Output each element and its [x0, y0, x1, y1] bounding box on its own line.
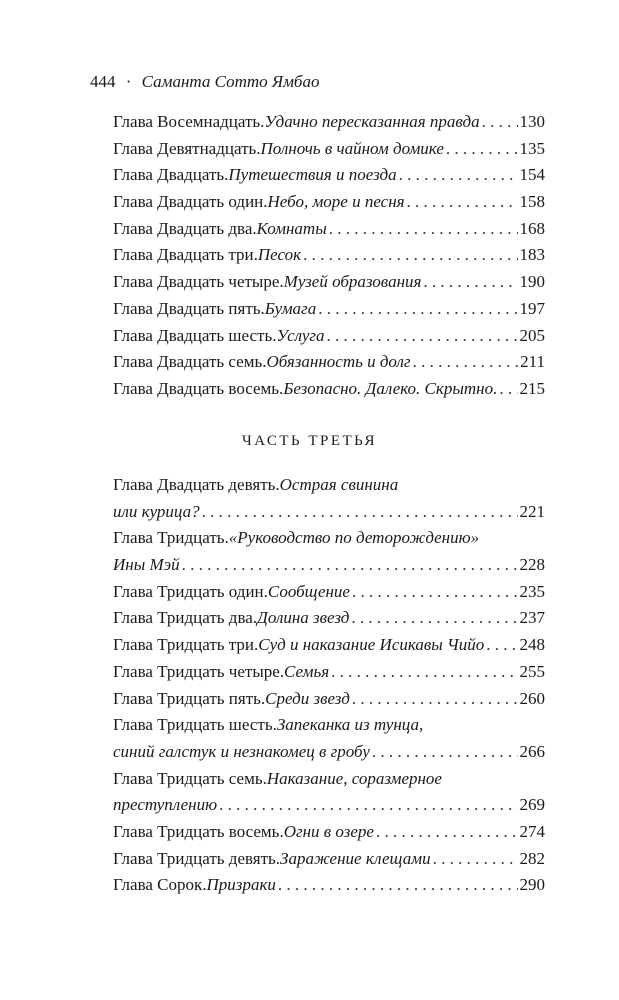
chapter-label: Глава Двадцать три.	[113, 245, 258, 265]
chapter-label: Глава Тридцать девять.	[113, 848, 281, 868]
toc-entry	[113, 349, 545, 376]
chapter-title: «Руководство по деторождению»	[228, 528, 480, 548]
chapter-label: Глава Восемнадцать.	[113, 112, 265, 131]
chapter-page-number: 237	[519, 608, 545, 628]
toc-list-part-two	[113, 109, 545, 403]
dot-leader	[376, 819, 518, 846]
dot-leader	[327, 323, 518, 350]
toc-entry-line	[113, 766, 545, 793]
chapter-title: Обязанность и долг	[266, 352, 411, 372]
chapter-page-number: 168	[519, 218, 545, 238]
chapter-label: Глава Тридцать один.	[113, 581, 268, 601]
toc-entry	[113, 872, 545, 899]
running-header	[90, 72, 319, 92]
dot-leader	[278, 872, 518, 899]
chapter-page-number: 260	[519, 688, 545, 708]
dot-leader	[433, 846, 518, 873]
chapter-title: Среди звезд	[265, 688, 350, 708]
toc-entry	[113, 242, 545, 269]
chapter-title: Острая свинина	[279, 475, 399, 494]
dot-leader	[423, 269, 517, 296]
page-number: 444	[90, 72, 116, 91]
toc-entry	[113, 686, 545, 713]
chapter-title: Музей образования	[283, 272, 422, 292]
chapter-label: Глава Двадцать семь.	[113, 352, 267, 372]
chapter-title-continued: преступлению	[113, 795, 218, 815]
toc-entry	[113, 189, 545, 216]
toc-entry-line	[113, 525, 545, 552]
chapter-label: Глава Тридцать четыре.	[113, 661, 285, 681]
chapter-page-number: 197	[519, 298, 545, 318]
toc-entry-continuation	[113, 739, 545, 766]
toc-entry	[113, 659, 545, 686]
toc-entry	[113, 109, 545, 136]
dot-leader	[413, 349, 519, 376]
chapter-label: Глава Тридцать.	[113, 528, 229, 548]
toc-entry-continuation	[113, 552, 545, 579]
dot-leader	[351, 605, 517, 632]
chapter-title: Наказание, соразмерное	[266, 768, 442, 788]
chapter-title: Небо, море и песня	[267, 192, 405, 212]
chapter-page-number: 255	[519, 661, 545, 681]
chapter-page-number: 235	[519, 581, 545, 601]
dot-leader	[182, 552, 518, 579]
chapter-page-number: 158	[519, 192, 545, 212]
chapter-label: Глава Тридцать шесть.	[113, 715, 277, 735]
toc-entry	[113, 269, 545, 296]
toc-entry-line	[113, 712, 545, 739]
chapter-title: Песок	[257, 245, 302, 265]
chapter-title: Запеканка из тунца,	[276, 715, 424, 735]
chapter-page-number: 248	[519, 635, 545, 655]
chapter-page-number: 282	[519, 848, 545, 868]
dot-leader	[202, 499, 518, 526]
dot-leader	[331, 659, 517, 686]
chapter-label: Глава Двадцать восемь.	[113, 378, 284, 398]
chapter-label: Глава Двадцать один.	[113, 192, 268, 212]
chapter-page-number: 266	[519, 741, 545, 761]
chapter-label: Глава Тридцать семь.	[113, 768, 267, 788]
dot-leader	[303, 242, 517, 269]
chapter-title: Огни в озере	[283, 821, 374, 841]
chapter-title: Безопасно. Далеко. Скрытно.	[283, 378, 498, 398]
chapter-title-continued: или курица?	[113, 501, 200, 521]
dot-leader	[446, 136, 518, 163]
chapter-title: Бумага	[264, 298, 317, 318]
chapter-page-number: 215	[519, 378, 545, 398]
chapter-title: Долина звезд	[257, 608, 350, 628]
chapter-title: Призраки	[206, 875, 276, 895]
chapter-title: Удачно пересказанная правда	[264, 112, 480, 131]
chapter-title: Семья	[284, 661, 330, 681]
chapter-label: Глава Двадцать девять.	[113, 475, 280, 494]
chapter-title: Комнаты	[256, 218, 327, 238]
chapter-page-number: 190	[519, 272, 545, 292]
dot-leader	[352, 579, 518, 606]
chapter-label: Глава Двадцать два.	[113, 218, 257, 238]
toc-entry-line	[113, 472, 545, 499]
toc-entry	[113, 819, 545, 846]
dot-leader	[499, 376, 517, 403]
chapter-label: Глава Тридцать восемь.	[113, 821, 284, 841]
chapter-title: Суд и наказание Исикавы Чийо	[258, 635, 485, 655]
chapter-title-continued: синий галстук и незнакомец в гробу	[113, 741, 370, 761]
chapter-label: Глава Тридцать пять.	[113, 688, 266, 708]
dot-leader	[318, 296, 517, 323]
chapter-page-number: 228	[519, 555, 545, 575]
toc-entry	[113, 605, 545, 632]
chapter-label: Глава Двадцать.	[113, 165, 229, 185]
chapter-page-number: 290	[519, 875, 545, 895]
chapter-label: Глава Тридцать два.	[113, 608, 258, 628]
toc-entry-continuation	[113, 792, 545, 819]
chapter-title: Полночь в чайном домике	[260, 138, 444, 158]
chapter-title-continued: Ины Мэй	[113, 555, 180, 575]
chapter-title: Услуга	[276, 325, 325, 345]
dot-leader	[352, 686, 518, 713]
chapter-page-number: 130	[519, 112, 545, 131]
toc-entry-continuation	[113, 499, 545, 526]
dot-leader	[219, 792, 517, 819]
author-name: Саманта Сотто Ямбао	[141, 72, 320, 91]
chapter-label: Глава Двадцать пять.	[113, 298, 265, 318]
chapter-page-number: 274	[519, 821, 545, 841]
chapter-page-number: 135	[519, 138, 545, 158]
chapter-title: Заражение клещами	[280, 848, 431, 868]
chapter-label: Глава Двадцать четыре.	[113, 272, 284, 292]
toc-entry	[113, 846, 545, 873]
dot-leader	[407, 189, 518, 216]
dot-leader	[329, 216, 518, 243]
dot-leader	[372, 739, 518, 766]
header-separator: ·	[125, 72, 132, 91]
dot-leader	[486, 632, 517, 659]
chapter-page-number: 183	[519, 245, 545, 265]
toc-entry	[113, 216, 545, 243]
dot-leader	[399, 162, 518, 189]
chapter-title: Сообщение	[267, 581, 350, 601]
toc-entry	[113, 632, 545, 659]
toc-entry	[113, 376, 545, 403]
toc-entry	[113, 162, 545, 189]
chapter-title: Путешествия и поезда	[228, 165, 397, 185]
chapter-page-number: 221	[519, 501, 545, 521]
toc-entry	[113, 579, 545, 606]
chapter-page-number: 269	[519, 795, 545, 815]
chapter-label: Глава Тридцать три.	[113, 635, 259, 655]
chapter-label: Глава Сорок.	[113, 875, 207, 895]
chapter-page-number: 211	[520, 352, 545, 372]
chapter-label: Глава Девятнадцать.	[113, 138, 261, 158]
toc-entry	[113, 296, 545, 323]
chapter-page-number: 205	[519, 325, 545, 345]
chapter-label: Глава Двадцать шесть.	[113, 325, 277, 345]
chapter-page-number: 154	[519, 165, 545, 185]
part-heading: ЧАСТЬ ТРЕТЬЯ	[241, 433, 377, 449]
toc-entry	[113, 323, 545, 350]
toc-entry	[113, 136, 545, 163]
dot-leader	[482, 109, 518, 136]
toc-list-part-three	[113, 472, 545, 899]
